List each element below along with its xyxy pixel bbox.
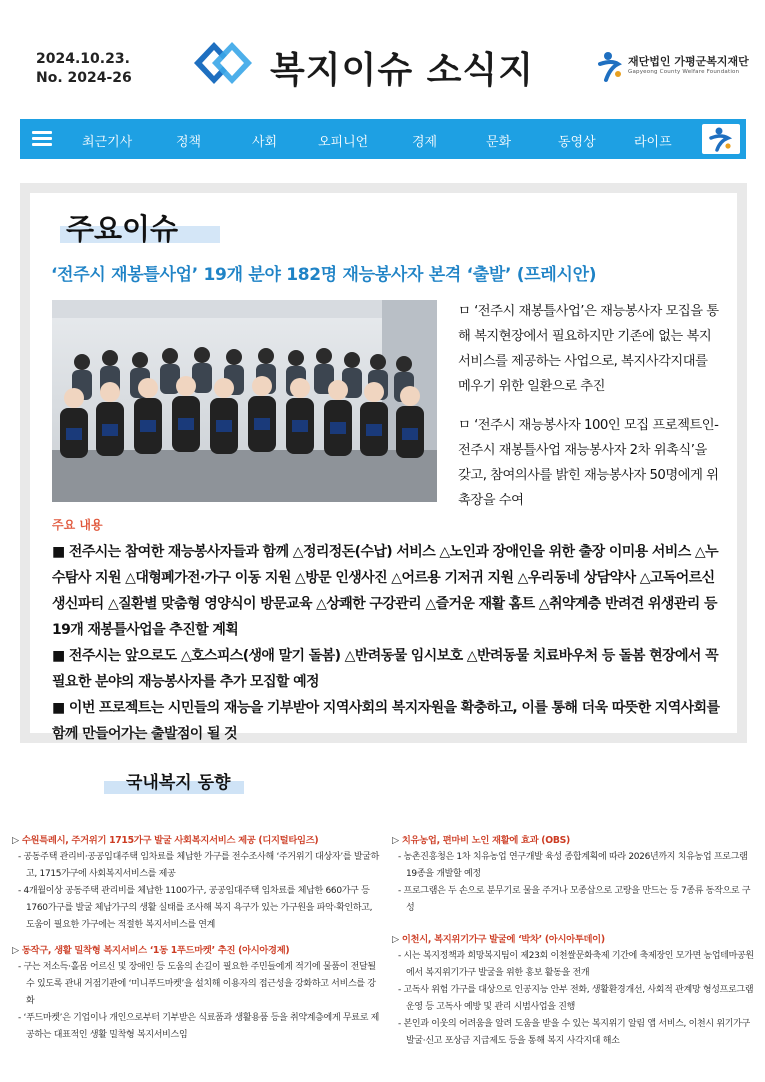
issue-summary [458,299,720,527]
headline-link[interactable]: ‘전주시 재봉틀사업’ 19개 분야 182명 재능봉사자 본격 ‘출발’ (프레시안) [51,265,597,285]
nav-item-society[interactable]: 사회 [252,135,278,150]
trend-bullet: - 프로그램은 두 손으로 분무기로 물을 주거나 모종삽으로 고랑을 만드는 등 7종류 동작으로 구성 [398,886,751,913]
foundation-mark-icon [702,124,740,154]
trend-bullet: - 농촌진흥청은 1차 치유농업 연구개발 육성 종합계획에 따라 2026년까지 치유농업 프로그램 19종을 개발할 예정 [398,852,748,879]
menu-button[interactable] [20,119,64,159]
foundation-logo [596,50,749,84]
nav-foundation-logo[interactable] [702,124,740,154]
hamburger-icon [32,131,52,147]
key-content-item: ■ 전주시는 앞으로도 △호스피스(생애 말기 돌봄) △반려동물 임시보호 △반려동물 치료바우처 등 돌봄 현장에서 꼭 필요한 분야의 재능봉사자를 추가 모집할 예정 [52,648,719,690]
trend-bullet: - 고독사 위험 가구를 대상으로 인공지능 안부 전화, 생활환경개선, 사회적 관계망 형성프로그램 운영 등 고독사 예방 및 관리 시범사업을 진행 [398,985,754,1012]
section-title: 주요이슈 [66,212,179,246]
newsletter-header [0,0,765,110]
summary-paragraph-1: ㅁ ‘전주시 재봉틀사업’은 재능봉사자 모집을 통해 복지현장에서 필요하지만 기존에 없는 복지서비스를 제공하는 사업으로, 복지사각지대를 메우기 위한 일환으로 추진 [458,304,719,394]
trend-item-title[interactable]: ▷ 이천시, 복지위기가구 발굴에 ‘박차’ (아시아투데이) [392,934,605,945]
main-nav [20,119,746,159]
trend-bullet: - 4개월이상 공동주택 관리비를 체납한 1100가구, 공공임대주택 임차료를 체납한 660가구 등 1760가구를 발굴 체납가구의 생활 실태를 조사해 복지 욕구가 있는 가구원을 파악·확인하고, 도움이 필요한 가구에는 적절한 복지서비스를 연계 [18,886,373,930]
volunteer-group-photo [52,300,437,502]
key-content-label: 주요 내용 [52,518,103,532]
nav-item-culture[interactable]: 문화 [486,135,512,150]
key-content-item: ■ 전주시는 참여한 재능봉사자들과 함께 △정리정돈(수납) 서비스 △노인과 장애인을 위한 출장 이미용 서비스 △누수탐사 지원 △대형폐가전·가구 이동 지원 △방문 인생사진 △어르용 기저귀 지원 △우리동네 상담약사 △고독어르신 생신파티 △질환별 맞춤형 영양식이 방문교육 △상쾌한 구강관리 △즐거운 재활 홈트 △취약계층 반려견 위생관리 등 19개 재봉틀사업을 추진할 계획 [52,544,719,638]
trend-item-title[interactable]: ▷ 동작구, 생활 밀착형 복지서비스 ‘1동 1푸드마켓’ 추진 (아시아경제) [12,945,290,956]
nav-item-opinion[interactable]: 오피니언 [318,135,369,150]
trend-bullet: - 본인과 이웃의 어려움을 알려 도움을 받을 수 있는 복지위기 알림 앱 서비스, 이천시 위기가구 발굴·신고 포상금 지급제도 등을 통해 복지 사각지대 해소 [398,1019,750,1046]
trend-bullet: - ‘푸드마켓’은 기업이나 개인으로부터 기부받은 식료품과 생활용품 등을 취약계층에게 무료로 제공하는 대표적인 생활 밀착형 복지서비스임 [18,1013,380,1040]
trend-item [392,832,758,917]
nav-item-video[interactable]: 동영상 [558,135,596,150]
foundation-mark-icon [596,50,624,84]
trend-bullet: - 구는 저소득·홀몸 어르신 및 장애인 등 도움의 손길이 필요한 주민들에게 적기에 물품이 전달될 수 있도록 관내 거점기관에 ‘미니푸드마켓’을 설치해 이용자의 접근성을 강화하고 서비스를 강화 [18,962,376,1006]
issue-number: No. 2024-26 [36,70,132,86]
triangle-bullet-icon: ▷ [392,934,399,945]
diamond-logo-icon [194,38,254,88]
trend-item [392,931,758,1050]
foundation-name: 재단법인 가평군복지재단 [628,55,749,68]
trend-bullet: - 공동주택 관리비·공공임대주택 임차료를 체납한 가구를 전수조사해 ‘주거위기 대상자’를 발굴하고, 1715가구에 사회복지서비스를 제공 [18,852,380,879]
key-content-body [52,539,727,747]
page-title: 복지이슈 소식지 [270,50,534,91]
foundation-name-en: Gapyeong County Welfare Foundation [628,69,740,75]
issue-date: 2024.10.23. [36,51,130,67]
nav-item-economy[interactable]: 경제 [412,135,438,150]
triangle-bullet-icon: ▷ [392,835,399,846]
trend-item-title[interactable]: ▷ 치유농업, 편마비 노인 재활에 효과 (OBS) [392,835,570,846]
trend-section-title: 국내복지 동향 [126,773,231,793]
nav-item-policy[interactable]: 정책 [176,135,202,150]
main-issue-content [30,193,737,742]
trend-column-left [12,832,380,1044]
trend-item [12,832,380,934]
trend-item [12,942,380,1044]
key-content-item: ■ 이번 프로젝트는 시민들의 재능을 기부받아 지역사회의 복지자원을 확충하고, 이를 통해 더욱 따뜻한 지역사회를 함께 만들어가는 출발점이 될 것 [52,700,720,742]
triangle-bullet-icon: ▷ [12,945,19,956]
nav-item-recent[interactable]: 최근기사 [82,135,133,150]
nav-item-life[interactable]: 라이프 [634,135,672,150]
summary-paragraph-2: ㅁ ‘전주시 재능봉사자 100인 모집 프로젝트인-전주시 재봉틀사업 재능봉사자 2차 위촉식’을 갖고, 참여의사를 밝힌 재능봉사자 50명에게 위촉장을 수여 [458,418,719,508]
issue-meta [36,50,132,88]
triangle-bullet-icon: ▷ [12,835,19,846]
main-issue-box [20,183,747,743]
trend-column-right [392,832,758,1050]
trend-item-title[interactable]: ▷ 수원특례시, 주거위기 1715가구 발굴 사회복지서비스 제공 (디지털타임즈) [12,835,319,846]
trend-bullet: - 시는 복지정책과 희망복지팀이 제23회 이천쌀문화축제 기간에 축제장인 모가면 농업테마공원에서 복지위기가구 발굴을 위한 홍보 활동을 전개 [398,951,754,978]
